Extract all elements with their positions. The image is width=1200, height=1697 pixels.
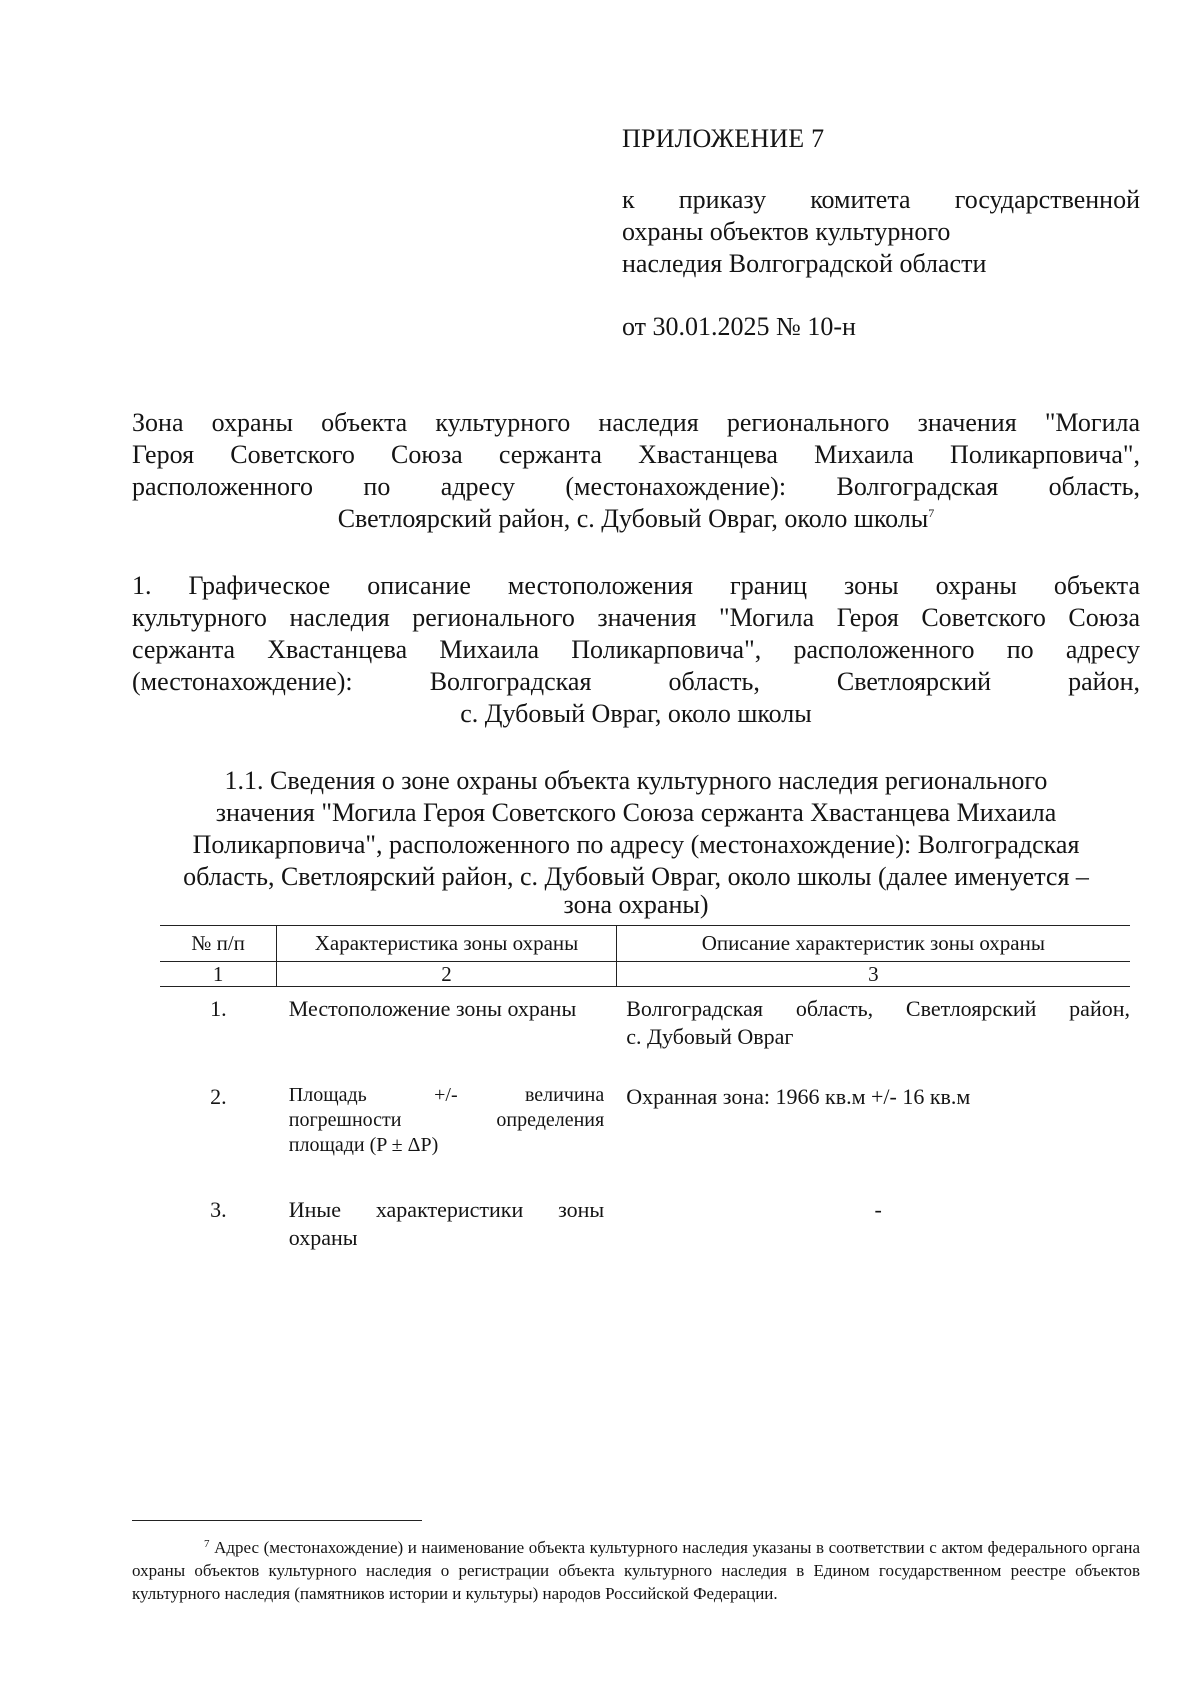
order-reference: [622, 184, 1140, 280]
title-line-text: Светлоярский район, с. Дубовый Овраг, около школы: [337, 504, 929, 533]
table-row: [160, 1188, 1130, 1252]
row-characteristic-line: Площадь +/- величина: [288, 1084, 605, 1106]
column-number: 1: [160, 962, 277, 987]
row-characteristic-line: площади (P ± ΔP): [288, 1134, 439, 1156]
appendix-title: ПРИЛОЖЕНИЕ 7: [622, 124, 825, 153]
title-line: [132, 503, 1140, 535]
document-title: [132, 407, 1140, 535]
section-1-1: [132, 765, 1140, 917]
header-cell-description: Описание характеристик зоны охраны: [616, 926, 1130, 962]
title-line: Героя Советского Союза сержанта Хвастанцева Михаила Поликарповича",: [132, 440, 1140, 469]
row-description-line: с. Дубовый Овраг: [626, 1024, 794, 1049]
order-reference-line: охраны объектов культурного: [622, 217, 951, 246]
row-characteristic: Местоположение зоны охраны: [288, 996, 577, 1021]
row-description: Охранная зона: 1966 кв.м +/- 16 кв.м: [626, 1084, 971, 1109]
section-1-1-line: область, Светлоярский район, с. Дубовый Овраг, около школы (далее именуется –: [183, 862, 1089, 891]
row-characteristic-line: погрешности определения: [288, 1109, 605, 1131]
section-1-1-line: значения "Могила Героя Советского Союза сержанта Хвастанцева Михаила: [215, 798, 1057, 827]
section-1-1-line: 1.1. Сведения о зоне охраны объекта культурного наследия регионального: [224, 766, 1048, 795]
row-characteristic-line: охраны: [288, 1225, 358, 1250]
section-1-line: (местонахождение): Волгоградская область, Светлоярский район,: [132, 667, 1140, 696]
footnote-text: Адрес (местонахождение) и наименование объекта культурного наследия указаны в соответствии с актом федерального органа охраны объектов культурного наследия о регистрации объекта культурного наследия в Едином государственном реестре объектов культурного наследия (памятников истории и культуры) народов Российской Федерации.: [132, 1538, 1141, 1603]
column-number: 2: [277, 962, 616, 987]
table-row: [160, 1075, 1130, 1188]
section-1-line: с. Дубовый Овраг, около школы: [460, 699, 812, 728]
section-1-1-line: зона охраны): [563, 890, 709, 919]
order-reference-line: к приказу комитета государственной: [622, 185, 1140, 214]
row-number: 3.: [210, 1197, 227, 1222]
order-date: от 30.01.2025 № 10-н: [622, 312, 856, 341]
title-line: Зона охраны объекта культурного наследия регионального значения "Могила: [132, 408, 1140, 437]
table-row: [160, 987, 1130, 1076]
section-1: [132, 570, 1140, 730]
row-number: 1.: [210, 996, 227, 1021]
section-1-line: сержанта Хвастанцева Михаила Поликарповича", расположенного по адресу: [132, 635, 1140, 664]
row-description: -: [874, 1197, 882, 1222]
row-number: 2.: [210, 1084, 227, 1109]
row-description-line: Волгоградская область, Светлоярский район,: [626, 996, 1130, 1021]
header-cell-characteristic: Характеристика зоны охраны: [277, 926, 616, 962]
order-reference-line: наследия Волгоградской области: [622, 249, 987, 278]
row-characteristic: [277, 1188, 616, 1252]
title-line: расположенного по адресу (местонахождение): Волгоградская область,: [132, 472, 1140, 501]
footnote-reference[interactable]: 7: [928, 506, 935, 520]
column-number: 3: [616, 962, 1130, 987]
row-description: [616, 987, 1130, 1076]
footnote-separator: [132, 1520, 422, 1521]
section-1-line: 1. Графическое описание местоположения границ зоны охраны объекта: [132, 571, 1140, 600]
footnote-mark: 7: [204, 1538, 210, 1550]
row-characteristic-line: Иные характеристики зоны: [288, 1197, 605, 1222]
section-1-1-line: Поликарповича", расположенного по адресу (местонахождение): Волгоградская: [192, 830, 1080, 859]
zone-info-table: [160, 925, 1130, 1252]
section-1-line: культурного наследия регионального значения "Могила Героя Советского Союза: [132, 603, 1140, 632]
row-characteristic: [277, 1075, 616, 1188]
header-cell-number: № п/п: [160, 926, 277, 962]
footnote: [132, 1536, 1140, 1605]
table-header-row: [160, 926, 1130, 962]
table-column-numbers-row: [160, 962, 1130, 987]
